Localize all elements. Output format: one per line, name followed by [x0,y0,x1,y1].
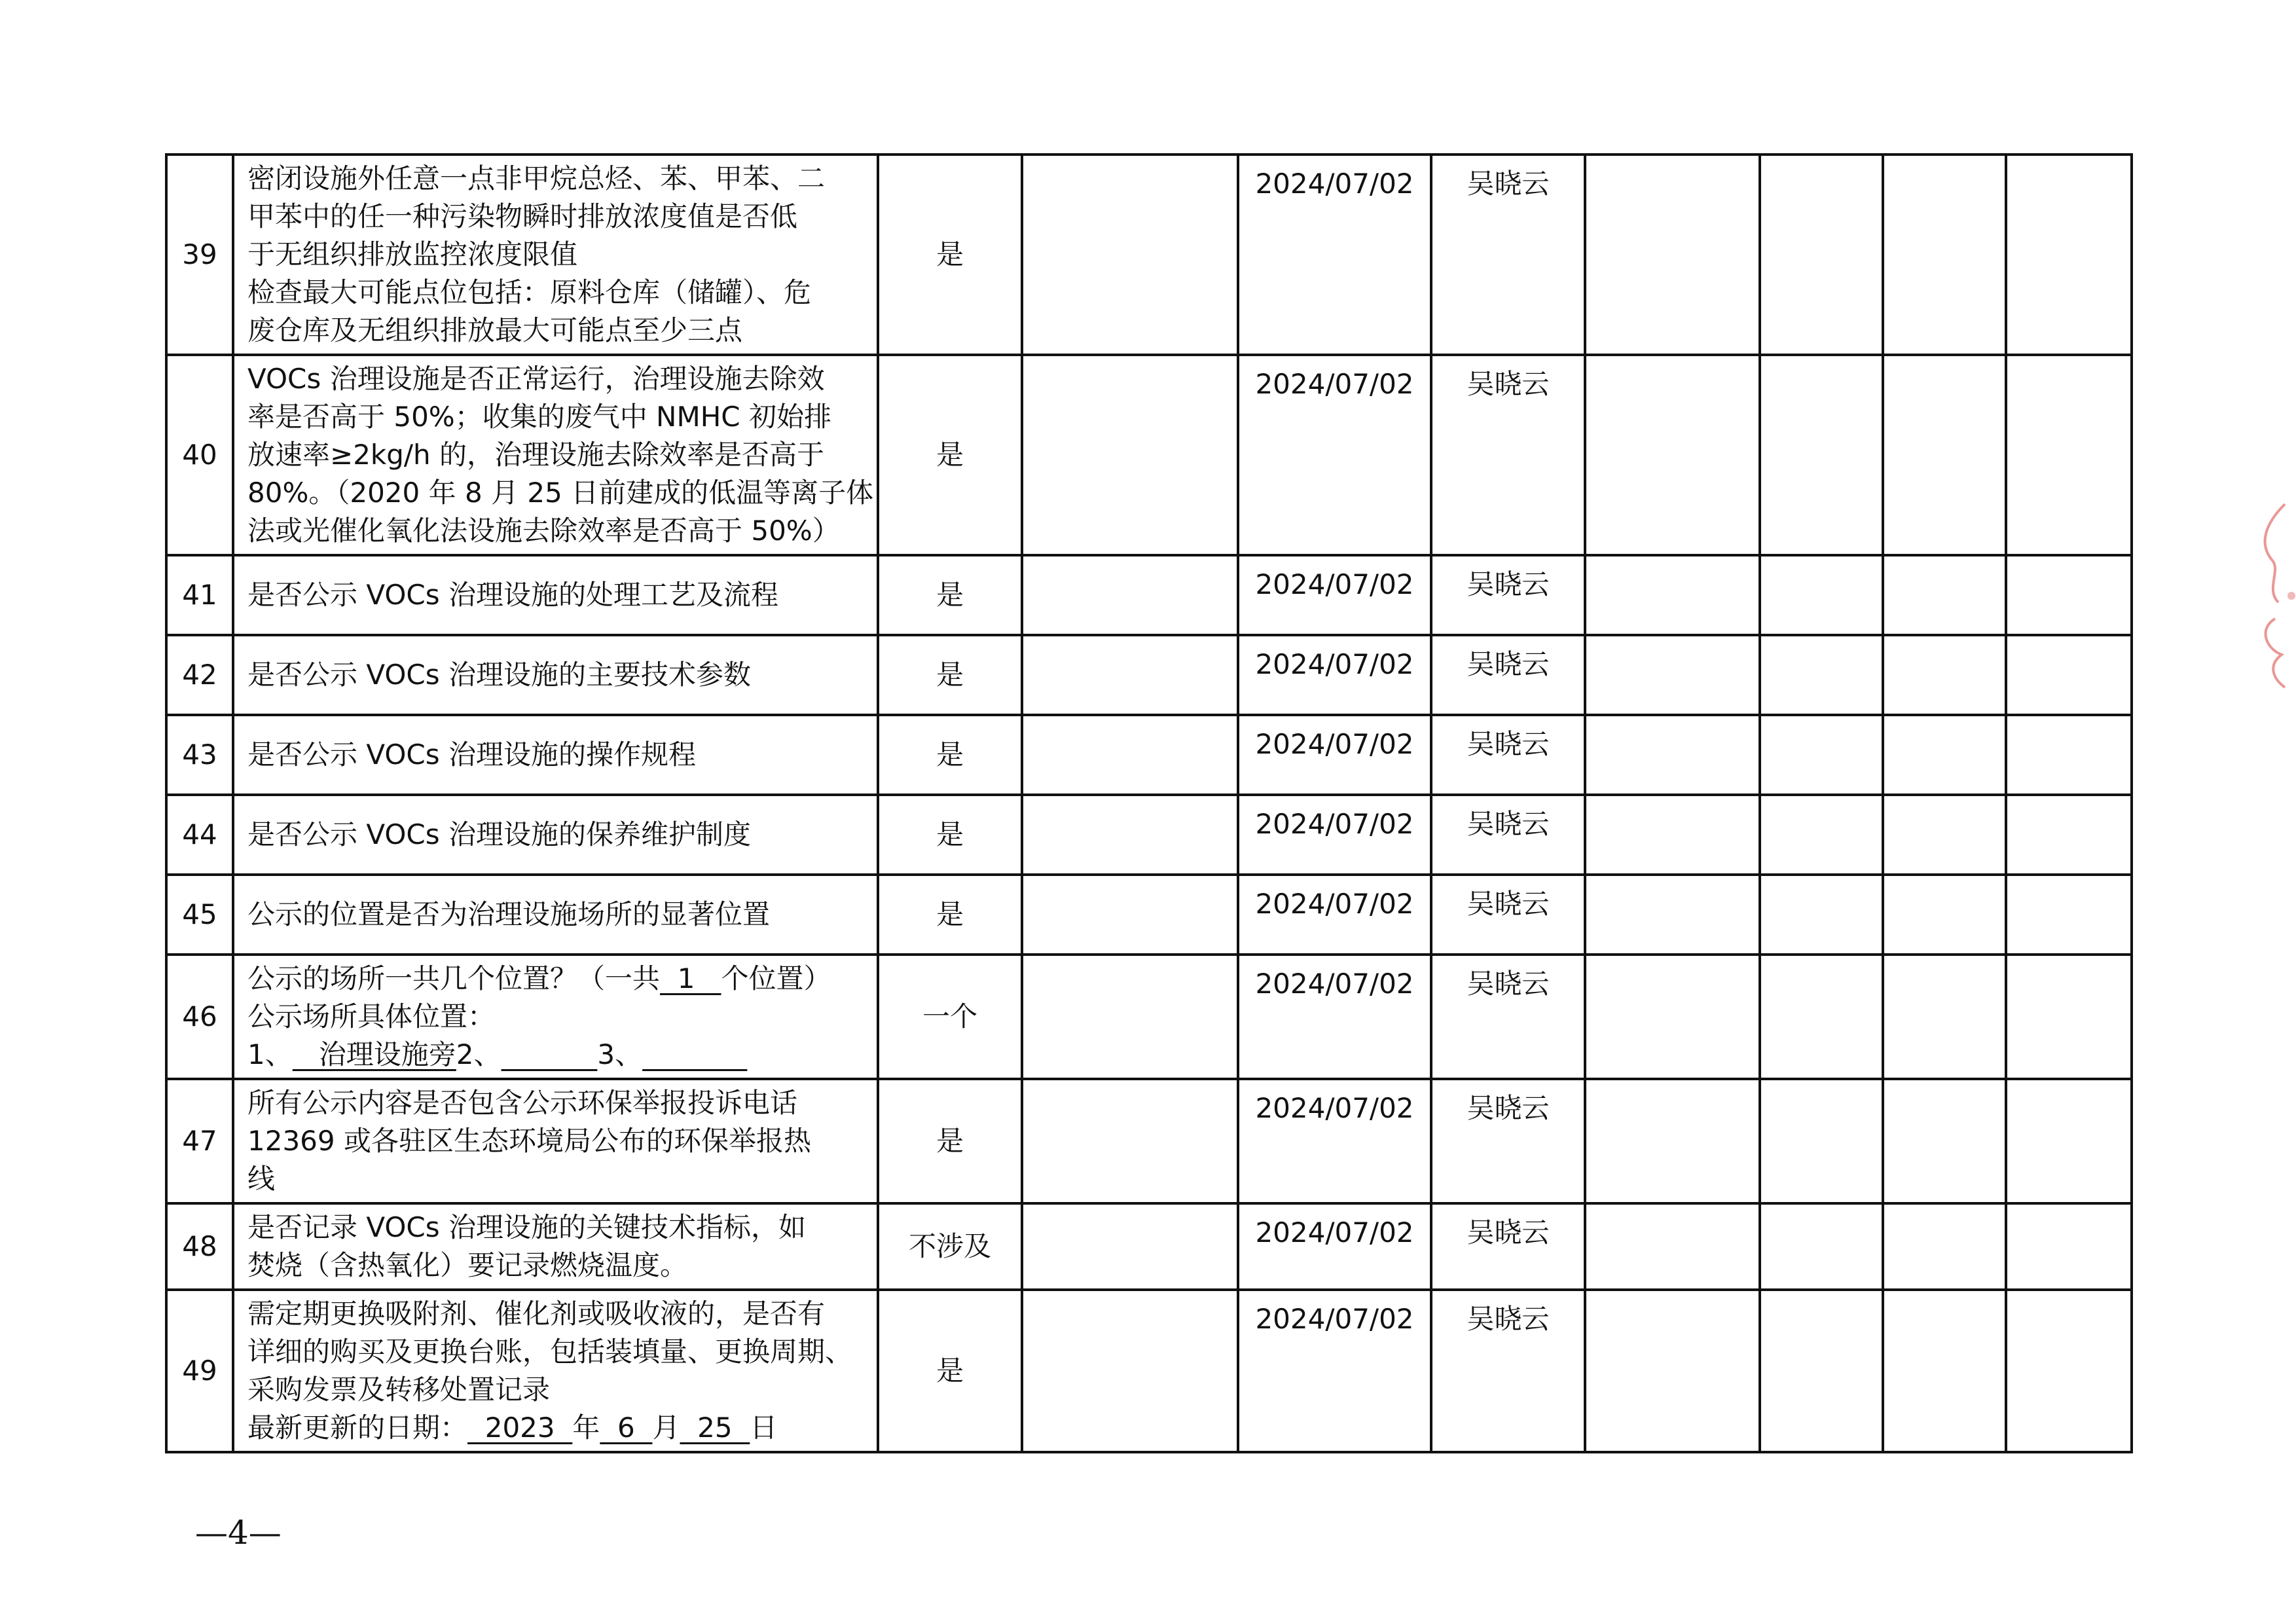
check-date: 2024/07/02 [1238,635,1431,715]
check-result: 是 [878,555,1022,635]
row-number: 40 [166,355,233,555]
table-row [166,1290,2132,1452]
empty-cell [1760,555,1883,635]
empty-cell [1022,875,1238,955]
inspector-name: 吴晓云 [1431,355,1585,555]
empty-cell [1022,1079,1238,1203]
empty-cell [2006,355,2132,555]
empty-cell [1022,955,1238,1079]
inspector-name: 吴晓云 [1431,955,1585,1079]
table-row [166,555,2132,635]
inspector-name: 吴晓云 [1431,795,1585,875]
item-line: 于无组织排放监控浓度限值 [247,238,578,270]
location-3-blank [642,1038,747,1070]
item-line: 放速率≥2kg/h 的，治理设施去除效率是否高于 [247,439,825,471]
check-date: 2024/07/02 [1238,1079,1431,1203]
item-line: 废仓库及无组织排放最大可能点至少三点 [247,314,743,346]
empty-cell [2006,875,2132,955]
inspection-item [233,875,878,955]
item-line: 是否记录 VOCs 治理设施的关键技术指标，如 [247,1211,806,1243]
item-line: 公示的位置是否为治理设施场所的显著位置 [247,898,771,930]
item-line: 是否公示 VOCs 治理设施的操作规程 [247,739,696,771]
empty-cell [2006,1079,2132,1203]
empty-cell [1883,635,2006,715]
empty-cell [1760,715,1883,795]
empty-cell [1883,795,2006,875]
empty-cell [2006,1203,2132,1290]
row-number: 46 [166,955,233,1079]
item-text: 3、 [597,1038,643,1070]
empty-cell [1022,635,1238,715]
empty-cell [1760,875,1883,955]
inspection-item [233,1203,878,1290]
item-line: 采购发票及转移处置记录 [247,1374,551,1406]
location-count-blank: 1 [660,962,721,994]
check-date: 2024/07/02 [1238,715,1431,795]
empty-cell [2006,955,2132,1079]
item-line [247,1036,866,1074]
item-line: 80%。（2020 年 8 月 25 日前建成的低温等离子体 [247,477,874,509]
inspector-name: 吴晓云 [1431,1079,1585,1203]
row-number: 48 [166,1203,233,1290]
empty-cell [1585,1290,1760,1452]
inspection-item [233,795,878,875]
check-result: 是 [878,1290,1022,1452]
check-result: 一个 [878,955,1022,1079]
item-line: 法或光催化氧化法设施去除效率是否高于 50%） [247,515,840,547]
item-line: 甲苯中的任一种污染物瞬时排放浓度值是否低 [247,200,798,232]
empty-cell [1022,795,1238,875]
check-result: 不涉及 [878,1203,1022,1290]
item-line: 焚烧（含热氧化）要记录燃烧温度。 [247,1249,688,1281]
table-row [166,155,2132,355]
empty-cell [1760,355,1883,555]
empty-cell [1585,875,1760,955]
item-line: 12369 或各驻区生态环境局公布的环保举报热 [247,1125,811,1157]
item-line [247,960,866,998]
empty-cell [1585,355,1760,555]
item-line: 需定期更换吸附剂、催化剂或吸收液的，是否有 [247,1298,826,1330]
inspection-item [233,1079,878,1203]
seal-stamp [2246,498,2296,694]
table-row [166,875,2132,955]
row-number: 39 [166,155,233,355]
inspector-name: 吴晓云 [1431,1290,1585,1452]
item-text: 日 [750,1412,778,1444]
item-line: 所有公示内容是否包含公示环保举报投诉电话 [247,1087,798,1119]
item-text: 年 [572,1412,600,1444]
check-result: 是 [878,1079,1022,1203]
row-number: 43 [166,715,233,795]
item-line: 是否公示 VOCs 治理设施的主要技术参数 [247,659,751,691]
empty-cell [1760,155,1883,355]
empty-cell [1883,1290,2006,1452]
empty-cell [1883,715,2006,795]
row-number: 45 [166,875,233,955]
empty-cell [1585,1203,1760,1290]
empty-cell [1883,555,2006,635]
empty-cell [1585,635,1760,715]
empty-cell [1022,155,1238,355]
empty-cell [2006,715,2132,795]
empty-cell [1022,355,1238,555]
table-row [166,635,2132,715]
item-line: 密闭设施外任意一点非甲烷总烃、苯、甲苯、二 [247,162,826,194]
inspector-name: 吴晓云 [1431,555,1585,635]
item-line: 详细的购买及更换台账，包括装填量、更换周期、 [247,1336,853,1368]
table-row [166,955,2132,1079]
item-text: 公示的场所一共几个位置？（一共 [247,962,661,994]
check-date: 2024/07/02 [1238,355,1431,555]
empty-cell [2006,1290,2132,1452]
empty-cell [1022,555,1238,635]
inspection-table [165,153,2133,1453]
item-line: 公示场所具体位置： [247,1000,496,1032]
table-row [166,795,2132,875]
item-text: 月 [652,1412,680,1444]
page-number: —4— [195,1514,282,1552]
empty-cell [1883,355,2006,555]
check-result: 是 [878,635,1022,715]
item-line: 是否公示 VOCs 治理设施的保养维护制度 [247,818,751,850]
table-row [166,715,2132,795]
table-row [166,1203,2132,1290]
update-day-blank: 25 [680,1412,750,1444]
empty-cell [1760,635,1883,715]
empty-cell [1585,155,1760,355]
check-result: 是 [878,795,1022,875]
empty-cell [1585,1079,1760,1203]
check-date: 2024/07/02 [1238,155,1431,355]
empty-cell [1585,715,1760,795]
item-line: 率是否高于 50%；收集的废气中 NMHC 初始排 [247,401,831,433]
check-date: 2024/07/02 [1238,795,1431,875]
item-text: 个位置） [721,962,831,994]
empty-cell [2006,635,2132,715]
check-date: 2024/07/02 [1238,875,1431,955]
location-2-blank [501,1038,598,1070]
empty-cell [1760,795,1883,875]
empty-cell [1760,955,1883,1079]
empty-cell [2006,795,2132,875]
row-number: 42 [166,635,233,715]
item-line: 线 [247,1163,276,1195]
empty-cell [1883,1203,2006,1290]
empty-cell [1760,1290,1883,1452]
update-year-blank: 2023 [467,1412,573,1444]
row-number: 49 [166,1290,233,1452]
item-text: 2、 [456,1038,501,1070]
check-result: 是 [878,355,1022,555]
empty-cell [1022,1203,1238,1290]
empty-cell [1883,1079,2006,1203]
check-result: 是 [878,715,1022,795]
check-result: 是 [878,155,1022,355]
inspection-item [233,635,878,715]
item-text: 最新更新的日期： [247,1412,468,1444]
empty-cell [2006,155,2132,355]
item-line: 检查最大可能点位包括：原料仓库（储罐）、危 [247,276,812,308]
empty-cell [1883,875,2006,955]
table-row [166,355,2132,555]
inspector-name: 吴晓云 [1431,155,1585,355]
empty-cell [1760,1079,1883,1203]
check-date: 2024/07/02 [1238,1290,1431,1452]
item-line: VOCs 治理设施是否正常运行，治理设施去除效 [247,363,825,395]
check-date: 2024/07/02 [1238,1203,1431,1290]
empty-cell [1585,795,1760,875]
check-date: 2024/07/02 [1238,955,1431,1079]
empty-cell [1760,1203,1883,1290]
check-result: 是 [878,875,1022,955]
empty-cell [1883,955,2006,1079]
inspection-item [233,555,878,635]
empty-cell [1883,155,2006,355]
empty-cell [2006,555,2132,635]
empty-cell [1022,715,1238,795]
check-date: 2024/07/02 [1238,555,1431,635]
update-month-blank: 6 [600,1412,653,1444]
row-number: 44 [166,795,233,875]
inspector-name: 吴晓云 [1431,875,1585,955]
inspection-item [233,155,878,355]
inspection-item [233,1290,878,1452]
table-row [166,1079,2132,1203]
row-number: 41 [166,555,233,635]
empty-cell [1585,555,1760,635]
inspection-item [233,355,878,555]
item-line [247,1409,866,1447]
inspector-name: 吴晓云 [1431,1203,1585,1290]
inspector-name: 吴晓云 [1431,715,1585,795]
location-1-blank: 治理设施旁 [292,1038,456,1070]
inspection-item [233,715,878,795]
row-number: 47 [166,1079,233,1203]
inspector-name: 吴晓云 [1431,635,1585,715]
item-text: 1、 [247,1038,293,1070]
inspection-item [233,955,878,1079]
empty-cell [1585,955,1760,1079]
empty-cell [1022,1290,1238,1452]
item-line: 是否公示 VOCs 治理设施的处理工艺及流程 [247,579,778,611]
